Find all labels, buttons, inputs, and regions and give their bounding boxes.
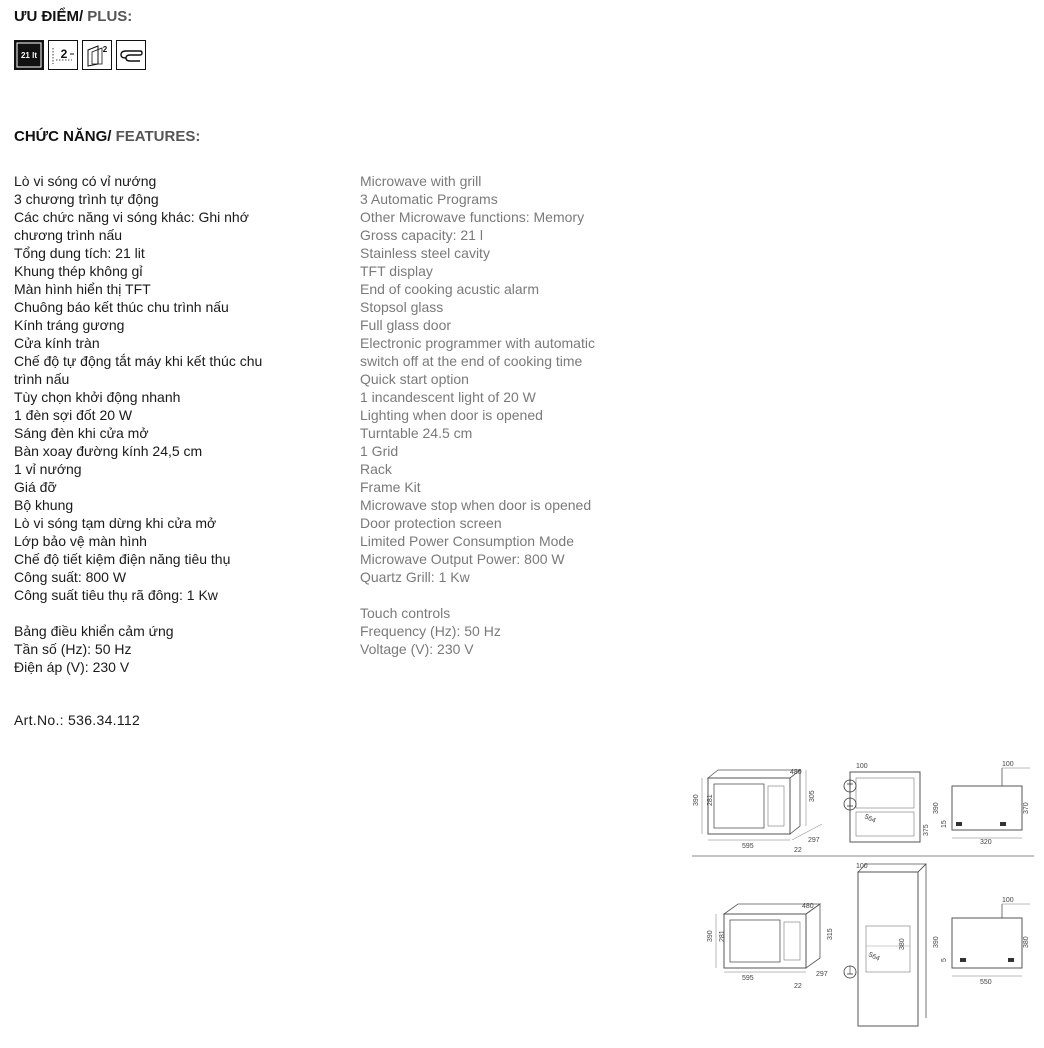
feature-item-vi: Sáng đèn khi cửa mở [14,425,149,441]
dimension-label: 390 [933,936,940,948]
feature-item-vi: Tần số (Hz): 50 Hz [14,641,132,657]
dimension-label: 15 [941,820,948,828]
feature-item-vi: chương trình nấu [14,227,123,243]
feature-item-en: Stainless steel cavity [360,245,490,261]
feature-item-vi: Các chức năng vi sóng khác: Ghi nhớ [14,209,249,225]
feature-item-en: Frame Kit [360,479,421,495]
feature-item-en: Rack [360,461,392,477]
dimension-label: 390 [933,802,940,814]
feature-item-vi: Màn hình hiển thị TFT [14,281,151,297]
dimension-label: 22 [794,847,802,854]
dimension-label: 480 [790,769,802,776]
dimension-label: 22 [794,983,802,990]
feature-item-vi: Khung thép không gỉ [14,263,143,279]
feature-item-en: Stopsol glass [360,299,444,315]
feature-item-vi: Giá đỡ [14,479,57,495]
dimension-label: 390 [707,930,714,942]
plus-heading-en: PLUS: [87,8,133,25]
dimension-label: 100 [1002,897,1014,904]
dimension-label: 390 [693,794,700,806]
dimension-label: 564 [863,813,877,825]
feature-item-en: End of cooking acustic alarm [360,281,539,297]
installation-dimension-diagram [690,756,1036,1028]
feature-item-vi: Lớp bảo vệ màn hình [14,533,147,549]
feature-item-vi: Tổng dung tích: 21 lit [14,245,145,261]
feature-item-vi: Bàn xoay đường kính 24,5 cm [14,443,203,459]
feature-item-vi: Điện áp (V): 230 V [14,659,130,675]
side-view-bottom [933,897,1030,986]
cabinet-view-top [844,763,930,842]
dimension-label: 100 [1002,761,1014,768]
feature-item-en: Limited Power Consumption Mode [360,533,574,549]
feature-item-vi: Kính tráng gương [14,317,125,333]
feature-item-en: Gross capacity: 21 l [360,227,483,243]
dimension-label: 320 [980,839,992,846]
feature-item-en: Turntable 24.5 cm [360,425,473,441]
svg-text:2: 2 [102,45,108,54]
dimension-label: 380 [1023,936,1030,948]
dimension-label: 281 [707,794,714,806]
features-heading-vi: CHỨC NĂNG/ [14,128,112,145]
feature-item-en: Quick start option [360,371,469,387]
capacity-21lt-icon [14,40,44,70]
feature-item-vi: Chế độ tiết kiệm điện năng tiêu thụ [14,551,231,567]
features-heading-en: FEATURES: [115,128,201,145]
feature-item-en: TFT display [360,263,433,279]
feature-item-en: Full glass door [360,317,452,333]
feature-item-en: Microwave stop when door is opened [360,497,592,513]
two-panel-door-icon [82,40,112,70]
feature-item-vi: Lò vi sóng tạm dừng khi cửa mở [14,515,217,531]
dimension-label: 315 [827,928,834,940]
dimension-label: 564 [867,951,881,963]
feature-item-en: Microwave with grill [360,173,482,189]
feature-item-vi: Lò vi sóng có vỉ nướng [14,173,157,189]
feature-item-en: Voltage (V): 230 V [360,641,474,657]
dimension-label: 5 [941,958,948,962]
feature-item-en: switch off at the end of cooking time [360,353,583,369]
feature-item-vi: 3 chương trình tự động [14,191,159,207]
feature-item-vi: Cửa kính tràn [14,335,100,351]
side-view-top [933,761,1030,846]
feature-item-en: Frequency (Hz): 50 Hz [360,623,501,639]
dimension-label: 100 [856,863,868,870]
feature-item-vi: trình nấu [14,371,70,387]
two-levels-icon [48,40,78,70]
dimension-label: 375 [923,824,930,836]
dimension-label: 550 [980,979,992,986]
dimension-label: 100 [856,763,868,770]
feature-item-vi: Chế độ tự động tắt máy khi kết thúc chu [14,353,263,369]
feature-item-vi: 1 vỉ nướng [14,461,82,477]
feature-item-vi: Công suất tiêu thụ rã đông: 1 Kw [14,587,218,603]
feature-item-vi: Công suất: 800 W [14,569,127,585]
article-number: Art.No.: 536.34.112 [14,712,141,728]
feature-item-vi: Bảng điều khiển cảm ứng [14,623,174,639]
feature-item-en: Other Microwave functions: Memory [360,209,585,225]
features-heading [14,128,200,145]
feature-item-vi: Bộ khung [14,497,74,513]
dimension-label: 281 [719,930,726,942]
tall-cabinet-view-bottom [844,863,926,1026]
feature-item-en: 3 Automatic Programs [360,191,498,207]
feature-item-en: Microwave Output Power: 800 W [360,551,565,567]
dimension-label: 297 [816,971,828,978]
dimension-label: 305 [809,790,816,802]
feature-item-en: Touch controls [360,605,451,621]
feature-item-en [360,586,595,604]
feature-item-en: 1 incandescent light of 20 W [360,389,536,405]
dimension-label: 480 [802,903,814,910]
feature-item-vi: 1 đèn sợi đốt 20 W [14,407,133,423]
feature-item-en: Door protection screen [360,515,502,531]
dimension-label: 297 [808,837,820,844]
dimension-label: 380 [899,938,906,950]
plus-icon-row [14,40,146,70]
grill-element-icon [116,40,146,70]
feature-item-vi: Tùy chọn khởi động nhanh [14,389,181,405]
feature-item-en: 1 Grid [360,443,399,459]
plus-heading [14,8,132,25]
feature-item-vi [14,604,262,622]
features-list-en [360,172,595,658]
appliance-front-view-top [693,769,822,854]
dimension-label: 595 [742,843,754,850]
feature-item-vi: Chuông báo kết thúc chu trình nấu [14,299,229,315]
appliance-front-view-bottom [707,903,834,990]
svg-text:21 lt: 21 lt [20,51,38,60]
feature-item-en: Quartz Grill: 1 Kw [360,569,470,585]
dimension-label: 595 [742,975,754,982]
feature-item-en: Lighting when door is opened [360,407,543,423]
plus-heading-vi: ƯU ĐIỂM/ [14,8,84,25]
svg-text:2: 2 [60,47,68,61]
dimension-label: 370 [1023,802,1030,814]
feature-item-en: Electronic programmer with automatic [360,335,595,351]
features-list-vi [14,172,262,676]
